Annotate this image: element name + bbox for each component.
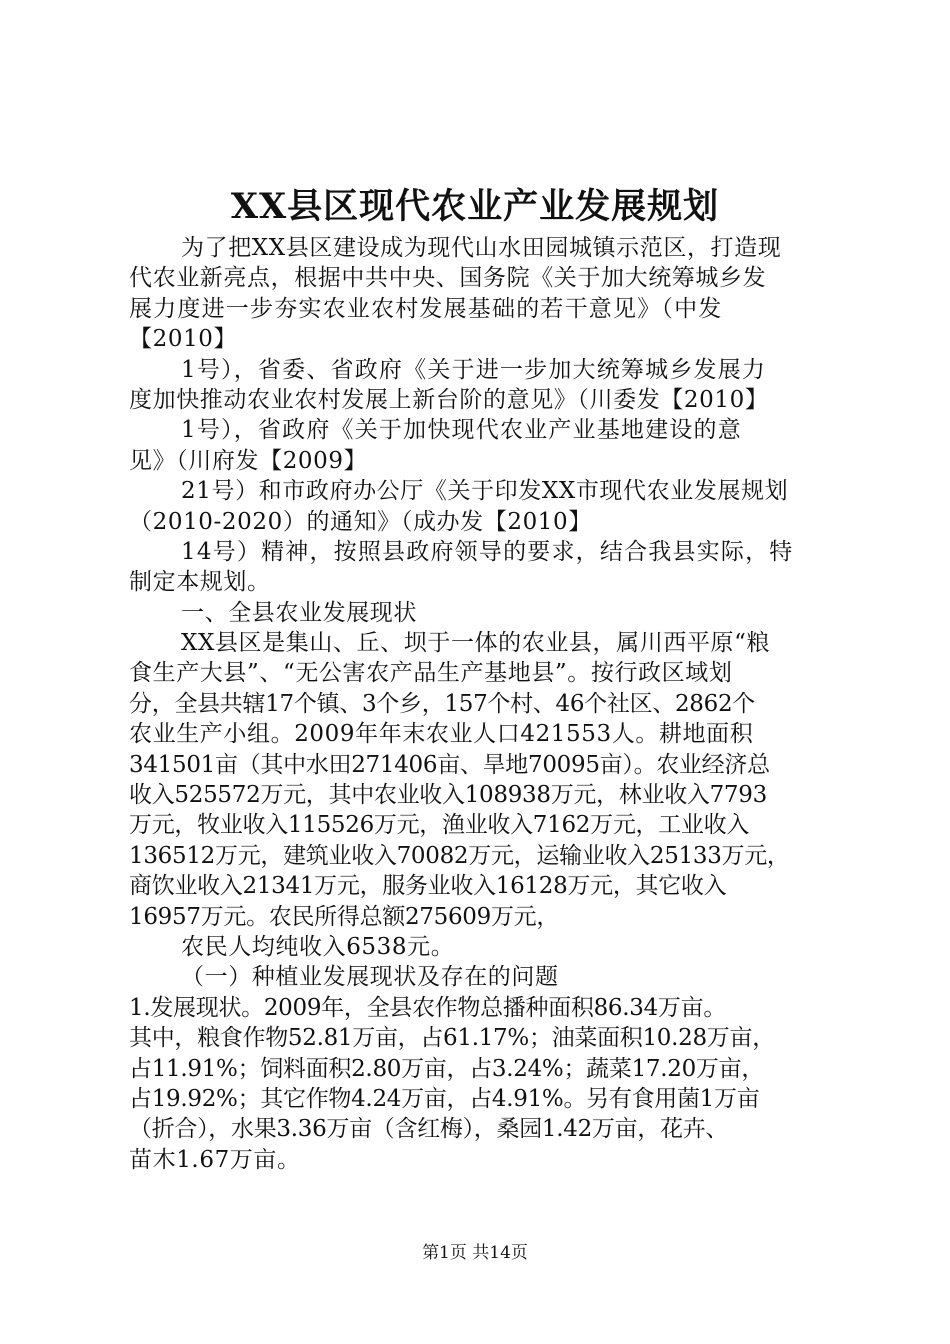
- page-footer: 第1页 共14页: [422, 1243, 528, 1263]
- text-line: XX县区是集山、丘、坝于一体的农业县，属川西平原“粮: [181, 630, 771, 657]
- text-line: 商饮业收入21341万元，服务业收入16128万元，其它收入: [129, 873, 727, 900]
- text-line: 其中，粮食作物52.81万亩，占61.17%；油菜面积10.28万亩，: [129, 1025, 775, 1052]
- text-line: 分，全县共辖17个镇、3个乡，157个村、46个社区、2862个: [129, 690, 755, 717]
- text-line: （折合），水果3.36万亩（含红梅），桑园1.42万亩，花卉、: [129, 1116, 729, 1143]
- text-line: 苗木1.67万亩。: [129, 1146, 301, 1173]
- text-line: （2010-2020）的通知》（成办发【2010】: [129, 508, 592, 535]
- text-line: 制定本规划。: [129, 569, 271, 596]
- text-line: 136512万元，建筑业收入70082万元，运输业收入25133万元，: [129, 842, 790, 869]
- text-line: 万元，牧业收入115526万元，渔业收入7162万元，工业收入: [129, 812, 750, 839]
- text-line: 度加快推动农业农村发展上新台阶的意见》（川委发【2010】: [129, 386, 769, 413]
- text-line: 代农业新亮点，根据中共中央、国务院《关于加大统筹城乡发: [129, 265, 767, 292]
- section-heading: 一、全县农业发展现状: [181, 599, 417, 626]
- text-line: 1.发展现状。2009年，全县农作物总播种面积86.34万亩。: [129, 994, 727, 1021]
- text-line: 1号），省委、省政府《关于进一步加大统筹城乡发展力: [181, 356, 767, 383]
- text-line: 16957万元。农民所得总额275609万元，: [129, 903, 560, 930]
- text-line: 见》（川府发【2009】: [129, 447, 368, 474]
- document-body: [129, 233, 859, 1175]
- text-line: 为了把XX县区建设成为现代山水田园城镇示范区，打造现: [181, 235, 782, 261]
- text-line: 【2010】: [129, 326, 238, 353]
- text-line: 1号），省政府《关于加快现代农业产业基地建设的意: [181, 417, 742, 444]
- subsection-heading: （一）种植业发展现状及存在的问题: [181, 964, 559, 991]
- text-line: 占11.91%；饲料面积2.80万亩，占3.24%；蔬菜17.20万亩，: [129, 1055, 765, 1082]
- text-line: 14号）精神，按照县政府领导的要求，结合我县实际，特: [181, 538, 794, 565]
- text-line: 展力度进一步夯实农业农村发展基础的若干意见》（中发: [129, 295, 723, 322]
- text-line: 农民人均纯收入6538元。: [181, 933, 455, 960]
- text-line: 21号）和市政府办公厅《关于印发XX市现代农业发展规划: [181, 478, 789, 505]
- text-line: 农业生产小组。2009年年末农业人口421553人。耕地面积: [129, 721, 754, 748]
- text-line: 341501亩（其中水田271406亩、旱地70095亩）。农业经济总: [129, 751, 770, 778]
- document-title: XX县区现代农业产业发展规划: [230, 186, 720, 227]
- text-line: 收入525572万元，其中农业收入108938万元，林业收入7793: [129, 782, 767, 809]
- text-line: 占19.92%；其它作物4.24万亩，占4.91%。另有食用菌1万亩: [129, 1085, 760, 1112]
- text-line: 食生产大县”、“无公害农产品生产基地县”。按行政区域划: [129, 660, 733, 687]
